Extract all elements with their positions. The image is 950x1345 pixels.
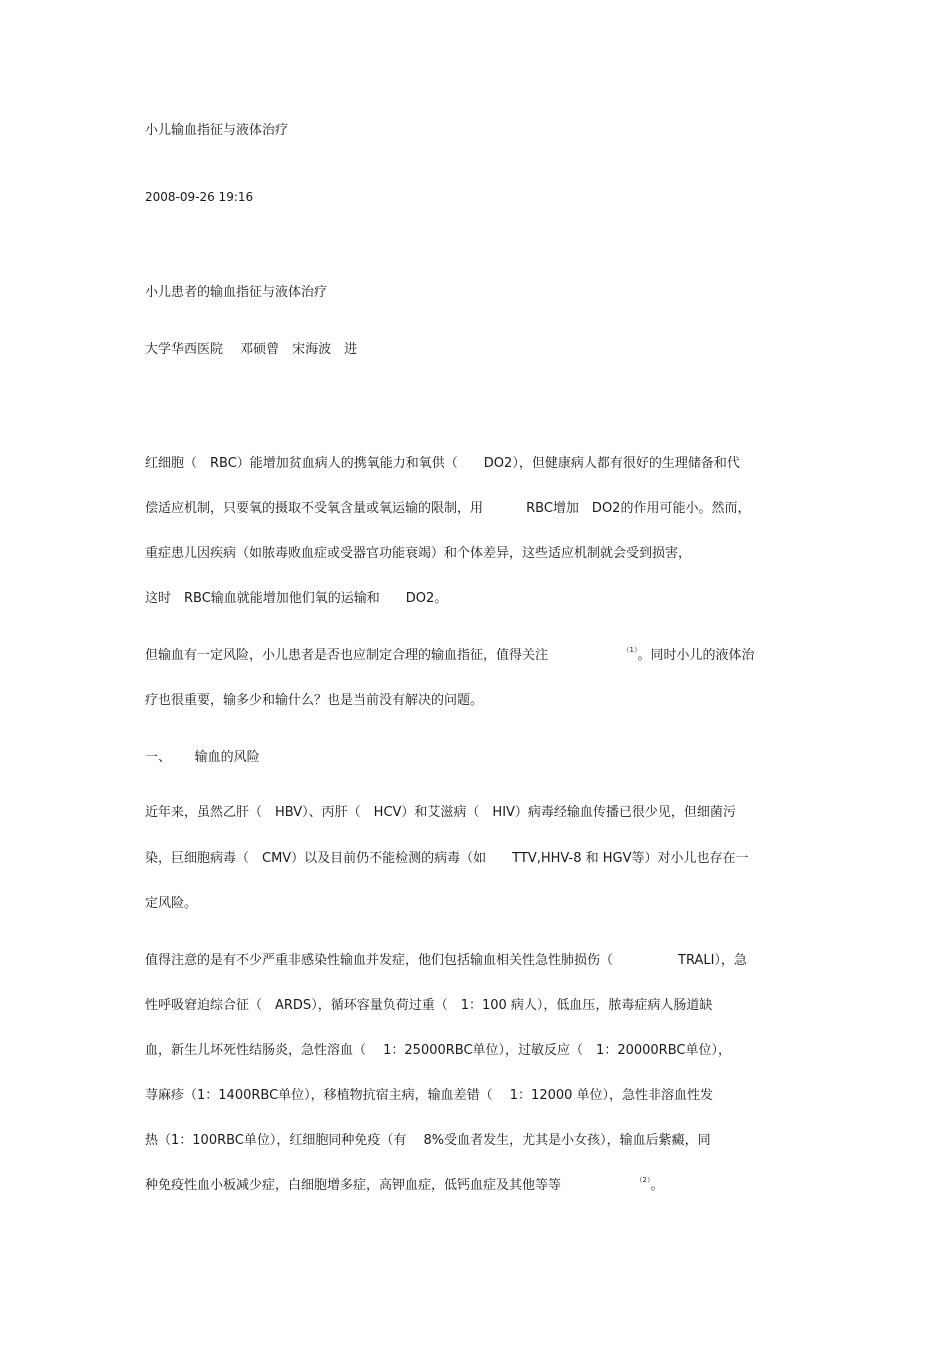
paragraph-line: 偿适应机制，只要氧的摄取不受氧含量或氧运输的限制，用 RBC增加 DO2的作用可能小。然而， bbox=[145, 501, 751, 516]
paragraph-line bbox=[145, 647, 755, 665]
paragraph-line: 疗也很重要，输多少和输什么？也是当前没有解决的问题。 bbox=[145, 693, 484, 708]
paragraph-line: 热（1：100RBC单位），红细胞同种免疫（有 8%受血者发生，尤其是小女孩），输血后紫癜，同 bbox=[145, 1133, 711, 1148]
paragraph-line bbox=[145, 1177, 664, 1195]
document-title: 小儿输血指征与液体治疗 bbox=[145, 123, 289, 138]
paragraph-line: 性呼吸窘迫综合征（ ARDS），循环容量负荷过重（ 1：100 病人），低血压，脓毒症病人肠道缺 bbox=[145, 998, 713, 1013]
paragraph-line: 近年来，虽然乙肝（ HBV）、丙肝（ HCV）和艾滋病（ HIV）病毒经输血传播已很少见，但细菌污 bbox=[145, 805, 736, 820]
author-line: 大学华西医院 邓硕曾 宋海波 进 bbox=[145, 342, 358, 357]
article-title: 小儿患者的输血指征与液体治疗 bbox=[145, 285, 328, 300]
paragraph-text: 但输血有一定风险，小儿患者是否也应制定合理的输血指征，值得关注 bbox=[145, 648, 627, 663]
section-heading: 一、 输血的风险 bbox=[145, 750, 260, 765]
paragraph-line: 定风险。 bbox=[145, 896, 198, 911]
paragraph-line: 染，巨细胞病毒（ CMV）以及目前仍不能检测的病毒（如 TTV,HHV-8 和 HGV等）对小儿也存在一 bbox=[145, 851, 749, 866]
paragraph-line: 荨麻疹（1：1400RBC单位），移植物抗宿主病，输血差错（ 1：12000 单位），急性非溶血性发 bbox=[145, 1088, 714, 1103]
paragraph-line: 重症患儿因疾病（如脓毒败血症或受器官功能衰竭）和个体差异，这些适应机制就会受到损害， bbox=[145, 546, 692, 561]
citation-ref: （1） bbox=[626, 646, 638, 654]
paragraph-line: 值得注意的是有不少严重非感染性输血并发症，他们包括输血相关性急性肺损伤（ TRALI），急 bbox=[145, 953, 747, 968]
paragraph-line: 这时 RBC输血就能增加他们氧的运输和 DO2。 bbox=[145, 591, 448, 606]
citation-ref: （2） bbox=[639, 1176, 651, 1184]
paragraph-line: 红细胞（ RBC）能增加贫血病人的携氧能力和氧供（ DO2），但健康病人都有很好的生理储备和代 bbox=[145, 456, 740, 471]
paragraph-text: 种免疫性血小板减少症，白细胞增多症，高钾血症，低钙血症及其他等等 bbox=[145, 1178, 640, 1193]
post-datetime: 2008-09-26 19:16 bbox=[145, 190, 254, 204]
paragraph-text: 。 bbox=[650, 1178, 664, 1193]
paragraph-line: 血，新生儿坏死性结肠炎，急性溶血（ 1：25000RBC单位），过敏反应（ 1：20000RBC单位）， bbox=[145, 1043, 731, 1058]
paragraph-text: 。同时小儿的液体治 bbox=[637, 648, 755, 663]
